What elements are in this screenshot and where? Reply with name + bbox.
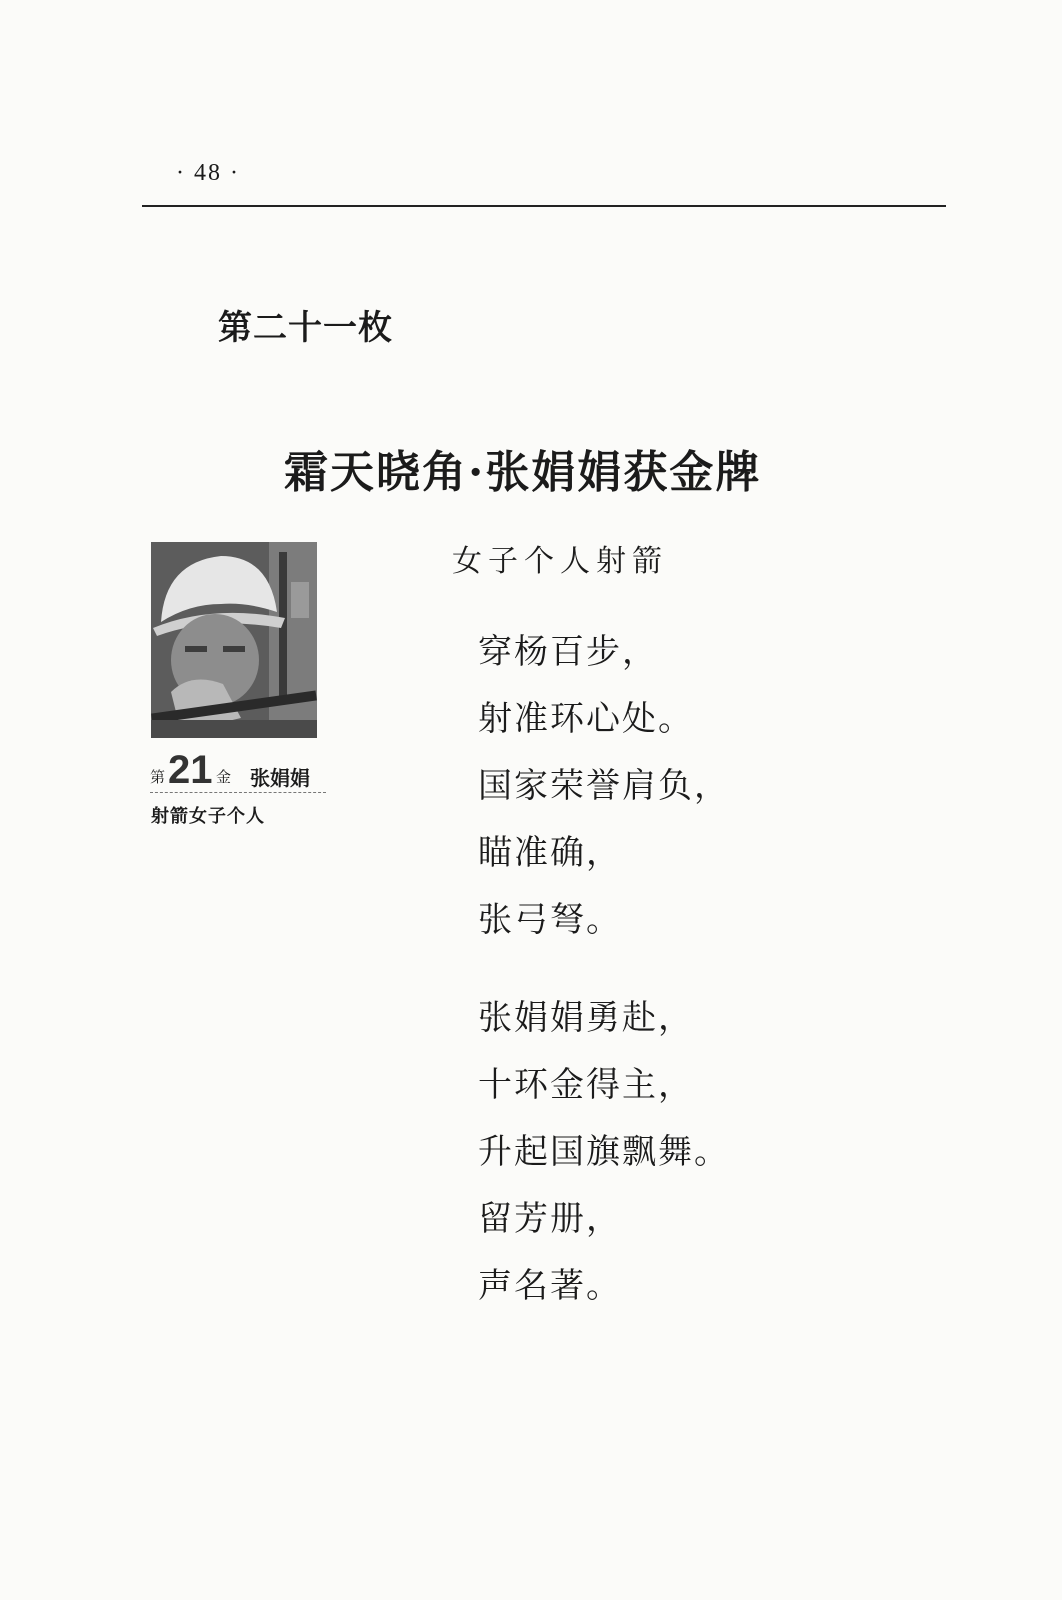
caption-medal-number: 21 [168,748,213,792]
poem-line: 射准环心处。 [478,699,694,739]
poem-line: 升起国旗飘舞。 [478,1132,730,1172]
athlete-photo [151,542,317,738]
poem-line: 穿杨百步， [478,632,658,672]
poem-line: 十环金得主， [478,1065,694,1105]
poem-title: 霜天晓角·张娟娟获金牌 [284,447,762,498]
poem-line: 张弓弩。 [478,900,622,940]
poem-line: 国家荣誉肩负， [478,766,730,806]
section-title: 第二十一枚 [218,308,393,348]
poem-line: 瞄准确， [478,833,622,873]
poem-subtitle: 女子个人射箭 [452,544,668,579]
poem-line: 张娟娟勇赴， [478,998,694,1038]
header-rule [142,205,946,207]
caption-suffix: 金 [216,768,232,786]
poem-stanza-2 [478,990,730,1325]
caption-athlete-name: 张娟娟 [250,766,310,790]
photo-caption [150,748,326,793]
poem-line: 声名著。 [478,1266,622,1306]
page-number: · 48 · [176,160,240,186]
poem-stanza-1 [478,624,730,959]
poem-line: 留芳册， [478,1199,622,1239]
caption-event: 射箭女子个人 [151,806,265,827]
caption-prefix: 第 [150,768,166,786]
